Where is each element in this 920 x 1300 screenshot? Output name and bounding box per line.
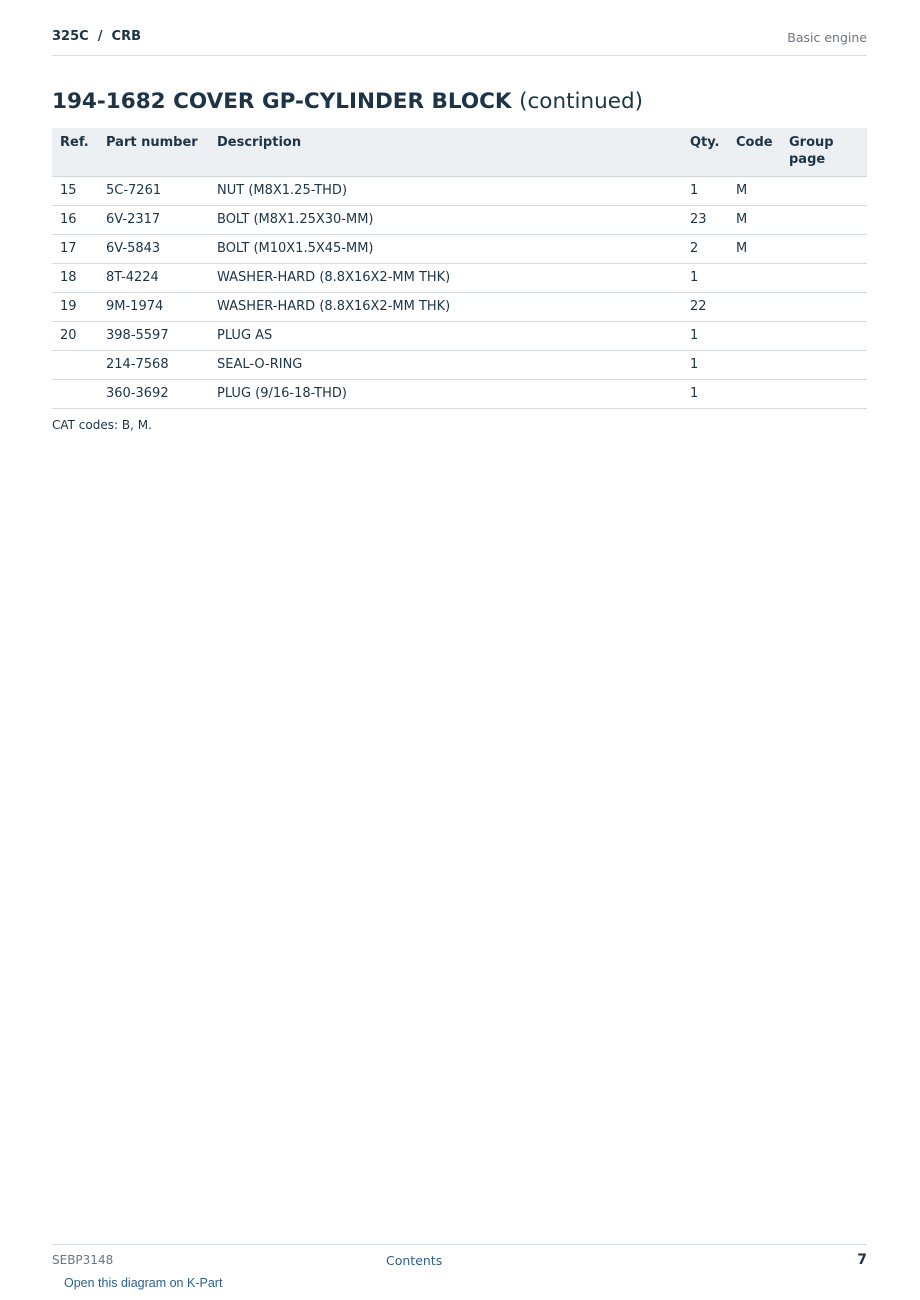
group-page-cell	[781, 351, 867, 380]
table-row	[52, 322, 867, 351]
description-cell: SEAL-O-RING	[209, 351, 682, 380]
code-cell	[728, 293, 781, 322]
part-number-cell: 6V-5843	[98, 235, 209, 264]
document-number: SEBP3148	[52, 1253, 114, 1267]
parts-table-header	[52, 128, 867, 177]
code-cell	[728, 380, 781, 409]
ref-cell: 17	[52, 235, 98, 264]
qty-cell: 2	[682, 235, 728, 264]
table-row	[52, 235, 867, 264]
group-page-cell	[781, 380, 867, 409]
code-cell	[728, 322, 781, 351]
ref-cell: 19	[52, 293, 98, 322]
description-cell: PLUG AS	[209, 322, 682, 351]
part-number-cell: 398-5597	[98, 322, 209, 351]
code-cell	[728, 264, 781, 293]
table-row	[52, 264, 867, 293]
ref-cell	[52, 380, 98, 409]
ref-cell	[52, 351, 98, 380]
description-cell: BOLT (M10X1.5X45-MM)	[209, 235, 682, 264]
description-cell: BOLT (M8X1.25X30-MM)	[209, 206, 682, 235]
column-header-group-page: Group page	[781, 128, 867, 177]
table-row	[52, 380, 867, 409]
title-main: 194-1682 COVER GP-CYLINDER BLOCK	[52, 89, 512, 114]
title-continued: (continued)	[519, 89, 643, 114]
part-number-cell: 6V-2317	[98, 206, 209, 235]
code-cell	[728, 351, 781, 380]
part-number-cell: 9M-1974	[98, 293, 209, 322]
description-cell: PLUG (9/16-18-THD)	[209, 380, 682, 409]
page-title	[52, 89, 643, 114]
part-number-cell: 214-7568	[98, 351, 209, 380]
page-header	[52, 28, 867, 56]
part-number-cell: 360-3692	[98, 380, 209, 409]
part-number-cell: 5C-7261	[98, 177, 209, 206]
qty-cell: 1	[682, 322, 728, 351]
description-cell: WASHER-HARD (8.8X16X2-MM THK)	[209, 293, 682, 322]
table-row	[52, 351, 867, 380]
page-number: 7	[857, 1252, 867, 1268]
ref-cell: 18	[52, 264, 98, 293]
contents-link[interactable]: Contents	[386, 1253, 443, 1268]
column-header-part-number: Part number	[98, 128, 209, 177]
part-number-cell: 8T-4224	[98, 264, 209, 293]
table-row	[52, 206, 867, 235]
ref-cell: 20	[52, 322, 98, 351]
parts-table	[52, 128, 867, 409]
ref-cell: 16	[52, 206, 98, 235]
code-cell: M	[728, 177, 781, 206]
group-page-cell	[781, 206, 867, 235]
qty-cell: 1	[682, 351, 728, 380]
qty-cell: 1	[682, 177, 728, 206]
parts-table-body	[52, 177, 867, 409]
column-header-ref: Ref.	[52, 128, 98, 177]
description-cell: WASHER-HARD (8.8X16X2-MM THK)	[209, 264, 682, 293]
code-cell: M	[728, 235, 781, 264]
qty-cell: 1	[682, 380, 728, 409]
section-name: Basic engine	[787, 30, 867, 45]
cat-codes-note: CAT codes: B, M.	[52, 418, 152, 432]
ref-cell: 15	[52, 177, 98, 206]
group-page-cell	[781, 235, 867, 264]
table-row	[52, 177, 867, 206]
qty-cell: 1	[682, 264, 728, 293]
column-header-description: Description	[209, 128, 682, 177]
group-page-cell	[781, 177, 867, 206]
column-header-qty: Qty.	[682, 128, 728, 177]
column-header-code: Code	[728, 128, 781, 177]
machine-model: 325C / CRB	[52, 29, 141, 44]
group-page-cell	[781, 322, 867, 351]
table-row	[52, 293, 867, 322]
description-cell: NUT (M8X1.25-THD)	[209, 177, 682, 206]
qty-cell: 22	[682, 293, 728, 322]
open-kpart-link[interactable]: Open this diagram on K-Part	[64, 1276, 223, 1290]
qty-cell: 23	[682, 206, 728, 235]
group-page-cell	[781, 264, 867, 293]
group-page-cell	[781, 293, 867, 322]
code-cell: M	[728, 206, 781, 235]
